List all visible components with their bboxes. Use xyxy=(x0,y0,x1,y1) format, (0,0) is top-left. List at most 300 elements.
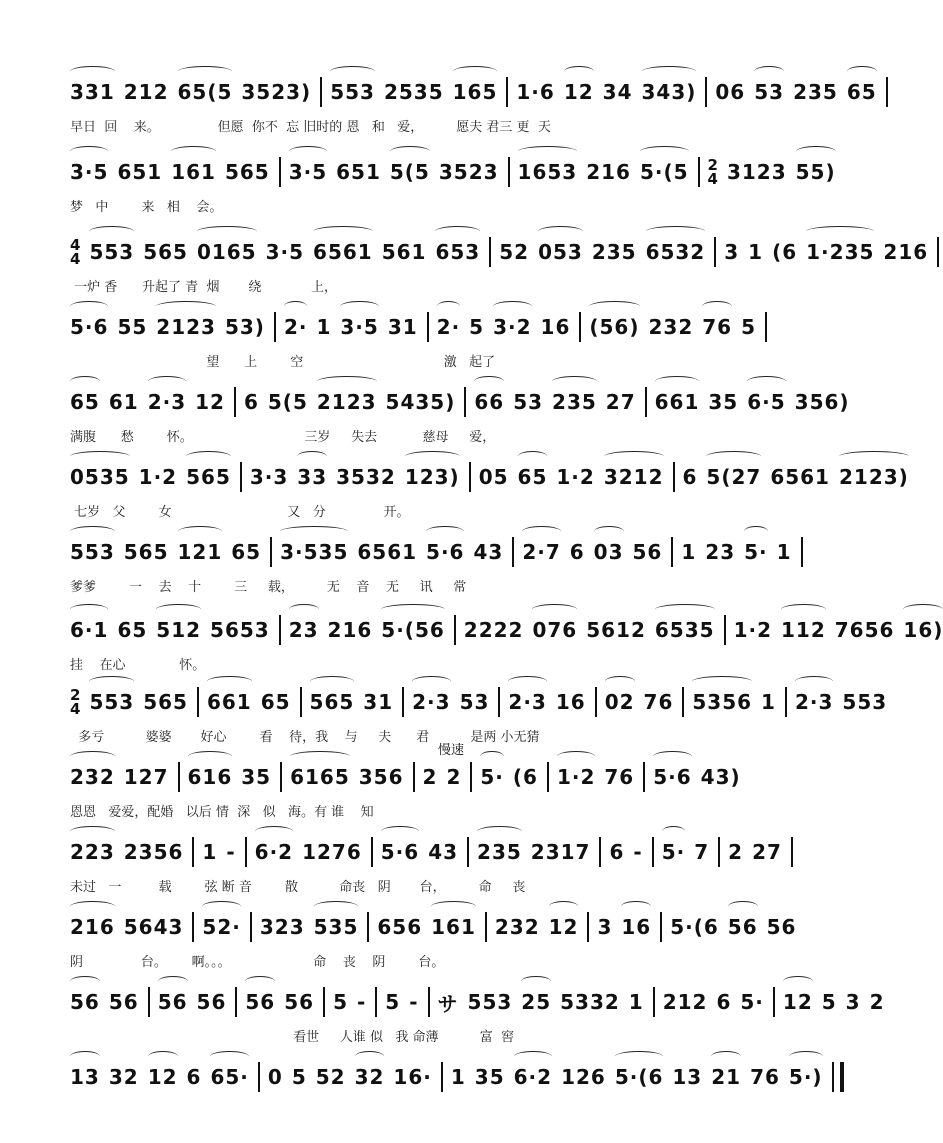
barline xyxy=(599,837,601,867)
barline xyxy=(698,157,700,187)
note-group: 1 xyxy=(316,315,332,339)
time-signature xyxy=(70,238,81,266)
note-group: 23 xyxy=(705,540,736,564)
note-group: 565 xyxy=(123,540,169,564)
barline xyxy=(441,1062,443,1092)
note-group: 03 xyxy=(593,540,624,564)
note-group: 561 xyxy=(381,240,427,264)
barline xyxy=(148,987,150,1017)
note-group: 651 xyxy=(336,160,381,184)
barline xyxy=(595,687,597,717)
note-group: 23 xyxy=(288,618,319,642)
note-group: 2317 xyxy=(530,840,591,864)
note-group: 27 xyxy=(605,390,636,414)
note-group: 35 xyxy=(708,390,739,414)
lyric-line: 满腹 愁 怀。 三岁 失去 慈母 爱， xyxy=(70,430,496,445)
note-group: 5643 xyxy=(123,915,184,939)
note-group: 076 xyxy=(532,618,578,642)
note-group: 65 xyxy=(231,540,262,564)
note-group: 512 xyxy=(156,618,202,642)
note-group: 6 xyxy=(186,1065,202,1089)
barline xyxy=(428,987,430,1017)
note-group: 56 xyxy=(157,990,188,1014)
barline xyxy=(643,762,645,792)
note-group: 5653 xyxy=(210,618,270,642)
note-group: 65(5 xyxy=(177,80,233,104)
note-group: 5 xyxy=(385,990,401,1014)
note-group: 16 xyxy=(555,690,586,714)
note-group: 6·2 xyxy=(513,1065,553,1089)
note-group: 16 xyxy=(540,315,571,339)
note-group: 3523) xyxy=(241,80,312,104)
note-group: 65 xyxy=(260,690,291,714)
music-system xyxy=(70,70,877,140)
note-group: 02 xyxy=(604,690,635,714)
note-group: 0 xyxy=(267,1065,283,1089)
note-group: 43) xyxy=(700,765,741,789)
lyric-line: 望 上 空 激 起了 xyxy=(70,355,496,370)
note-group: 235 xyxy=(477,840,522,864)
note-group: 5435) xyxy=(385,390,456,414)
note-group: (56) xyxy=(589,315,640,339)
slur-arc xyxy=(806,226,874,237)
note-group: 2222 xyxy=(463,618,524,642)
barline xyxy=(197,687,199,717)
lyric-line: 一炉 香 升起了 青 烟 绕 上， xyxy=(70,280,337,295)
note-group: 216 xyxy=(70,915,115,939)
barline xyxy=(714,237,716,267)
barline xyxy=(427,312,429,342)
note-group: 65 xyxy=(70,390,100,414)
notation-line xyxy=(70,230,929,274)
barline xyxy=(454,615,456,645)
note-group: 2 xyxy=(446,765,462,789)
note-group: 1·2 xyxy=(733,618,772,642)
note-group: 5·) xyxy=(788,1065,823,1089)
barline xyxy=(508,157,510,187)
note-group: 32 xyxy=(108,1065,139,1089)
note-group: 232 xyxy=(494,915,540,939)
note-group: 5 xyxy=(821,990,837,1014)
lyric-line: 看世 人谁 似 我 命薄 富 窖 xyxy=(70,1030,515,1045)
note-group: 553 xyxy=(842,690,888,714)
note-group: 3·2 xyxy=(493,315,532,339)
lyric-line: 早日 回 来。 但愿 你不 忘 旧时的 恩 和 爱， 愿夫 君三 更 天 xyxy=(70,120,551,135)
note-group: 12 xyxy=(782,990,813,1014)
notation-line xyxy=(70,608,943,652)
barline xyxy=(547,762,549,792)
barline xyxy=(402,687,404,717)
note-group: 535 xyxy=(313,915,359,939)
tempo-marking: 慢速 xyxy=(438,743,465,758)
note-group: 553 xyxy=(89,240,135,264)
note-group: 16 xyxy=(621,915,652,939)
note-group: 56 xyxy=(245,990,276,1014)
note-group: 5 xyxy=(291,1065,307,1089)
note-group: 5·(5 xyxy=(639,160,689,184)
note-group: 56 xyxy=(70,990,100,1014)
note-group: 56 xyxy=(727,915,758,939)
note-group: 2123 xyxy=(156,315,216,339)
note-group: 5·(6 xyxy=(614,1065,664,1089)
barline xyxy=(718,837,720,867)
barline xyxy=(673,462,675,492)
lyric-line: 多亏 婆婆 好心 看 待，我 与 夫 君 是两 小无猜 xyxy=(70,730,540,745)
note-group: 5· xyxy=(661,840,686,864)
barline xyxy=(652,837,654,867)
lyric-line: 阴 台。 啊。。。 命 丧 阴 台。 xyxy=(70,955,445,970)
notation-line xyxy=(70,455,909,499)
barline xyxy=(645,387,647,417)
note-group: 123) xyxy=(404,465,460,489)
barline xyxy=(280,762,282,792)
time-signature-bottom: 4 xyxy=(70,250,82,268)
note-group: 1 xyxy=(681,540,697,564)
notation-line xyxy=(70,680,888,724)
note-group: 3·535 xyxy=(280,540,349,564)
barline xyxy=(773,987,775,1017)
barline xyxy=(470,762,472,792)
time-signature-bottom: 4 xyxy=(707,170,719,188)
note-group: 27 xyxy=(752,840,782,864)
note-group: 651 xyxy=(117,160,163,184)
barline xyxy=(464,387,466,417)
music-system xyxy=(70,608,943,678)
barline xyxy=(279,157,281,187)
note-group: 12 xyxy=(147,1065,178,1089)
note-group: 121 xyxy=(177,540,223,564)
note-group: 5332 xyxy=(560,990,620,1014)
note-group: 1 xyxy=(202,840,218,864)
note-group: 323 xyxy=(259,915,305,939)
note-group: 3523 xyxy=(438,160,499,184)
note-group: 1 xyxy=(776,540,792,564)
time-signature xyxy=(708,158,719,186)
note-group: 2·7 xyxy=(522,540,561,564)
time-signature-bottom: 4 xyxy=(70,700,82,718)
note-group: 3·5 xyxy=(265,240,305,264)
barline xyxy=(320,77,322,107)
barline xyxy=(235,987,237,1017)
barline xyxy=(270,537,272,567)
note-group: 3·3 xyxy=(249,465,289,489)
notation-line xyxy=(70,305,795,349)
note-group: 3 xyxy=(845,990,861,1014)
note-group: 16) xyxy=(903,618,943,642)
time-signature-top: 2 xyxy=(70,686,82,704)
note-group: - xyxy=(633,840,643,864)
note-group: 0535 xyxy=(70,465,130,489)
note-group: 3 xyxy=(597,915,613,939)
barline xyxy=(682,687,684,717)
barline xyxy=(274,312,276,342)
note-group: 34 xyxy=(602,80,633,104)
barline xyxy=(485,912,487,942)
note-group: 5·(6 xyxy=(670,915,719,939)
note-group: - xyxy=(409,990,419,1014)
lyric-line: 恩恩 爱爱，配婚 以后 情 深 似 海。有 谁 知 xyxy=(70,805,374,820)
barline xyxy=(498,687,500,717)
note-group: 1 xyxy=(450,1065,466,1089)
note-group: 33 xyxy=(297,465,328,489)
barline xyxy=(240,462,242,492)
barline xyxy=(375,987,377,1017)
note-group: 56 xyxy=(632,540,663,564)
notation-line xyxy=(70,380,850,424)
lyric-line xyxy=(70,1101,795,1123)
music-system xyxy=(70,743,795,825)
note-group: 76 xyxy=(702,315,733,339)
note-group: 5 xyxy=(333,990,348,1014)
barline xyxy=(801,537,803,567)
note-group: 235 xyxy=(552,390,597,414)
note-group: 1·2 xyxy=(138,465,178,489)
barline xyxy=(467,837,469,867)
note-group: 6 xyxy=(569,540,585,564)
notation-line xyxy=(70,905,795,949)
barline xyxy=(671,537,673,567)
note-group: 65 xyxy=(517,465,548,489)
barline xyxy=(489,237,491,267)
note-group: 3·5 xyxy=(340,315,379,339)
note-group: 13 xyxy=(672,1065,703,1089)
note-group: 76 xyxy=(750,1065,780,1089)
note-group: 232 xyxy=(70,765,115,789)
barline xyxy=(367,912,369,942)
note-group: 6 xyxy=(682,465,698,489)
note-group: 2123 xyxy=(316,390,377,414)
note-group: 5 xyxy=(469,315,485,339)
notation-line xyxy=(70,1055,823,1099)
music-system xyxy=(70,150,836,220)
barline xyxy=(234,387,236,417)
note-group: 2·3 xyxy=(412,690,451,714)
note-group: 7 xyxy=(694,840,710,864)
notation-line xyxy=(70,830,795,874)
note-group: 661 xyxy=(206,690,252,714)
note-group: 112 xyxy=(781,618,826,642)
note-group: 6561 xyxy=(357,540,418,564)
note-group: 3·5 xyxy=(70,160,109,184)
slur-arc xyxy=(839,451,909,462)
note-group: 56 xyxy=(108,990,139,1014)
note-group: 661 xyxy=(654,390,700,414)
barline xyxy=(413,762,415,792)
note-group: 1653 xyxy=(517,160,578,184)
note-group: 565 xyxy=(143,240,188,264)
music-system xyxy=(70,830,795,900)
note-group: 553 xyxy=(467,990,513,1014)
note-group: 2·3 xyxy=(794,690,834,714)
note-group: 1 xyxy=(748,240,764,264)
lyric-line: 梦 中 来 相 会。 xyxy=(70,200,223,215)
note-group: 2 xyxy=(869,990,885,1014)
note-group: 53) xyxy=(224,315,265,339)
note-group: 5·6 xyxy=(70,315,109,339)
note-group: 43 xyxy=(473,540,504,564)
note-group: 65 xyxy=(846,80,877,104)
barline xyxy=(192,912,194,942)
note-group: 5· xyxy=(740,990,764,1014)
slur-arc xyxy=(796,146,836,157)
note-group: 12 xyxy=(195,390,225,414)
lyric-line: 未过 一 载 弦 断 音 散 命丧 阴 台， 命 丧 xyxy=(70,880,526,895)
note-group: 3123 xyxy=(726,160,787,184)
note-group: 6165 xyxy=(290,765,350,789)
note-group: 5·6 xyxy=(653,765,692,789)
note-group: 31 xyxy=(363,690,394,714)
note-group: 2123) xyxy=(838,465,909,489)
note-group: 5·6 xyxy=(426,540,465,564)
note-group: 32 xyxy=(354,1065,385,1089)
note-group: 6 xyxy=(609,840,625,864)
barline xyxy=(660,912,662,942)
note-group: 653 xyxy=(435,240,481,264)
note-group: 6535 xyxy=(654,618,715,642)
note-group: 61 xyxy=(108,390,139,414)
note-group: 65· xyxy=(210,1065,249,1089)
note-group: 212 xyxy=(662,990,708,1014)
note-group: 35 xyxy=(474,1065,505,1089)
note-group: 52 xyxy=(499,240,530,264)
note-group: 1 xyxy=(761,690,776,714)
note-group: 05 xyxy=(478,465,509,489)
note-group: 5· xyxy=(744,540,768,564)
note-group: 56 xyxy=(284,990,315,1014)
note-group: 6·2 xyxy=(254,840,294,864)
note-group: 66 xyxy=(474,390,505,414)
note-group: 2· xyxy=(436,315,461,339)
barline xyxy=(705,77,707,107)
note-group: 553 xyxy=(70,540,115,564)
note-group: 3212 xyxy=(603,465,664,489)
note-group: 343) xyxy=(641,80,697,104)
note-group: 161 xyxy=(431,915,476,939)
note-group: 616 xyxy=(187,765,233,789)
note-group: 565 xyxy=(186,465,231,489)
music-system xyxy=(70,980,885,1050)
note-group: 6·1 xyxy=(70,618,109,642)
note-group: 553 xyxy=(89,690,135,714)
music-system xyxy=(70,230,929,300)
barline xyxy=(791,837,793,867)
note-group: - xyxy=(356,990,367,1014)
music-system xyxy=(70,455,909,525)
note-group: 6561 xyxy=(313,240,373,264)
note-group: 565 xyxy=(143,690,188,714)
note-group: 1·6 xyxy=(516,80,555,104)
note-group: - xyxy=(226,840,236,864)
note-group: 5 xyxy=(741,315,757,339)
note-group: 56 xyxy=(766,915,797,939)
note-group: 565 xyxy=(309,690,355,714)
note-group: 65 xyxy=(117,618,148,642)
barline xyxy=(245,837,247,867)
note-group: 12 xyxy=(548,915,579,939)
note-group: 6 xyxy=(243,390,259,414)
barline xyxy=(512,537,514,567)
barline xyxy=(371,837,373,867)
note-group: 76 xyxy=(643,690,674,714)
note-group: 5356 xyxy=(692,690,753,714)
barline xyxy=(886,77,888,107)
note-group: 1276 xyxy=(302,840,362,864)
note-group: 2· xyxy=(283,315,308,339)
note-group: 5·(56 xyxy=(381,618,445,642)
note-group: 13 xyxy=(70,1065,100,1089)
barline xyxy=(724,615,726,645)
note-group: 6·5 xyxy=(747,390,786,414)
barline xyxy=(579,312,581,342)
note-group: 2535 xyxy=(383,80,444,104)
note-group: 6 xyxy=(716,990,732,1014)
barline xyxy=(653,987,655,1017)
note-group: 21 xyxy=(711,1065,742,1089)
lyric-line: 爹爹 一 去 十 三 载， 无 音 无 讯 常 xyxy=(70,580,467,595)
note-group: 53 xyxy=(754,80,785,104)
barline xyxy=(469,462,471,492)
music-system xyxy=(70,1055,823,1125)
note-group: 553 xyxy=(330,80,375,104)
note-group: 3 xyxy=(724,240,740,264)
note-group: 2·3 xyxy=(508,690,547,714)
notation-line xyxy=(70,150,836,194)
lyric-line: 七岁 父 女 又 分 开。 xyxy=(70,505,410,520)
notation-line xyxy=(70,980,885,1024)
notation-line xyxy=(70,70,877,114)
note-group: 053 xyxy=(538,240,583,264)
note-group: 53 xyxy=(513,390,544,414)
barline xyxy=(279,615,281,645)
slur-arc xyxy=(903,604,943,615)
note-group: 235 xyxy=(793,80,838,104)
note-group: 656 xyxy=(377,915,423,939)
note-group: 5·6 xyxy=(380,840,420,864)
note-group: 216 xyxy=(883,240,929,264)
note-group: 52 xyxy=(315,1065,346,1089)
slur-arc xyxy=(795,676,833,687)
note-group: 165 xyxy=(452,80,498,104)
music-system xyxy=(70,380,850,450)
note-group: 5(5 xyxy=(267,390,308,414)
barline xyxy=(765,312,767,342)
note-group: 53 xyxy=(459,690,490,714)
note-group: 212 xyxy=(123,80,169,104)
note-group: 3532 xyxy=(336,465,396,489)
notation-line xyxy=(70,755,795,799)
note-group: 126 xyxy=(561,1065,606,1089)
note-group: 52· xyxy=(202,915,241,939)
barline xyxy=(785,687,787,717)
note-group: 16· xyxy=(393,1065,432,1089)
barline xyxy=(587,912,589,942)
note-group: 356) xyxy=(794,390,850,414)
note-group: 43 xyxy=(428,840,459,864)
note-group: 2 xyxy=(728,840,744,864)
note-group: 55 xyxy=(117,315,148,339)
final-barline xyxy=(832,1062,844,1092)
note-group: (6 xyxy=(512,765,538,789)
note-group: 76 xyxy=(604,765,635,789)
time-signature-top: 2 xyxy=(707,156,719,174)
note-group: 56 xyxy=(196,990,227,1014)
note-group: 1·235 xyxy=(806,240,875,264)
note-group: 12 xyxy=(563,80,594,104)
note-group: 1·2 xyxy=(556,465,595,489)
note-group: 2 xyxy=(422,765,438,789)
note-group: 356 xyxy=(358,765,404,789)
music-system xyxy=(70,905,795,975)
